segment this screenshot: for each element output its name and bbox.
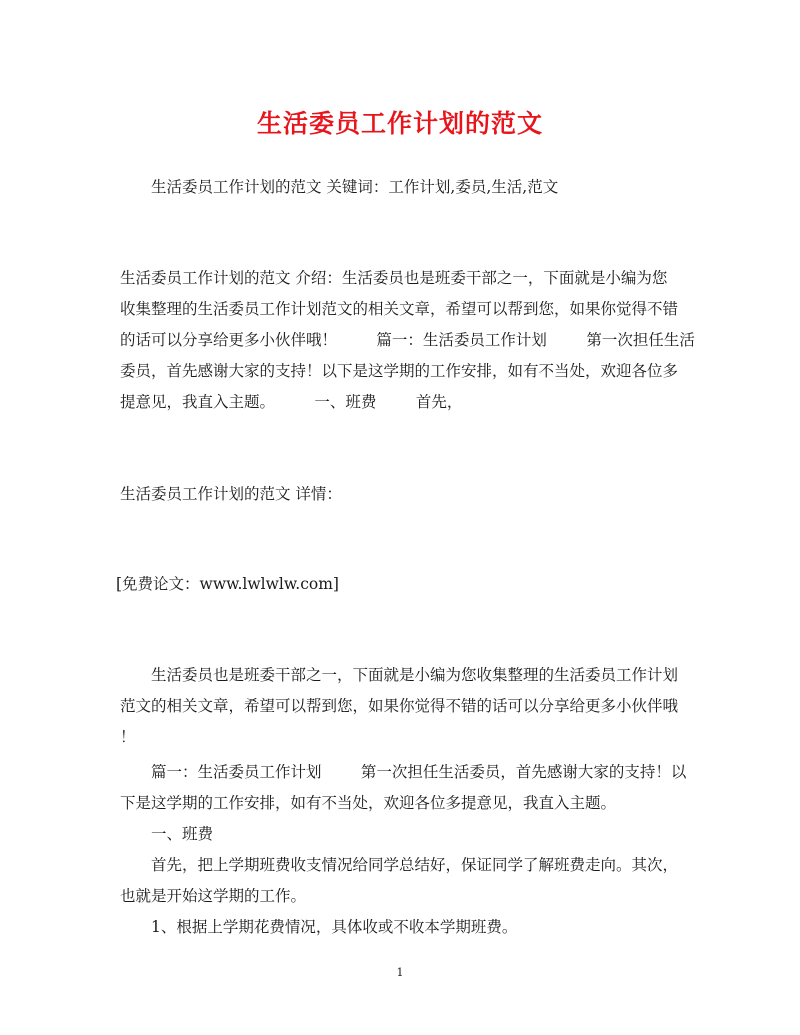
body-line: 生活委员也是班委干部之一，下面就是小编为您收集整理的生活委员工作计划 <box>151 666 679 684</box>
body-line: 篇一：生活委员工作计划 第一次担任生活委员，首先感谢大家的支持！以 <box>151 763 687 781</box>
body-line: ！ <box>120 728 136 746</box>
body-line: 一、班费 <box>151 825 214 843</box>
intro-line: 委员，首先感谢大家的支持！以下是这学期的工作安排，如有不当处，欢迎各位多 <box>120 362 679 380</box>
body-line: 1、根据上学期花费情况，具体收或不收本学期班费。 <box>151 918 518 936</box>
body-line: 范文的相关文章，希望可以帮到您，如果你觉得不错的话可以分享给更多小伙伴哦 <box>120 697 679 715</box>
page-number: 1 <box>396 966 404 979</box>
intro-line: 生活委员工作计划的范文 介绍：生活委员也是班委干部之一，下面就是小编为您 <box>120 269 668 287</box>
keywords-line: 生活委员工作计划的范文 关键词：工作计划,委员,生活,范文 <box>151 178 559 196</box>
body-line: 首先，把上学期班费收支情况给同学总结好，保证同学了解班费走向。其次， <box>151 856 679 874</box>
body-line: 下是这学期的工作安排，如有不当处，欢迎各位多提意见，我直入主题。 <box>120 794 617 812</box>
intro-line: 收集整理的生活委员工作计划范文的相关文章，希望可以帮到您，如果你觉得不错 <box>120 300 679 318</box>
intro-line: 的话可以分享给更多小伙伴哦！ 篇一：生活委员工作计划 第一次担任生活 <box>120 331 695 349</box>
intro-line: 提意见，我直入主题。 一、班费 首先， <box>120 393 463 411</box>
body-line: 也就是开始这学期的工作。 <box>120 887 307 905</box>
document-title: 生活委员工作计划的范文 <box>256 109 543 138</box>
source-line: [免费论文：www.lwlwlw.com] <box>116 575 339 593</box>
details-line: 生活委员工作计划的范文 详情： <box>120 485 342 503</box>
